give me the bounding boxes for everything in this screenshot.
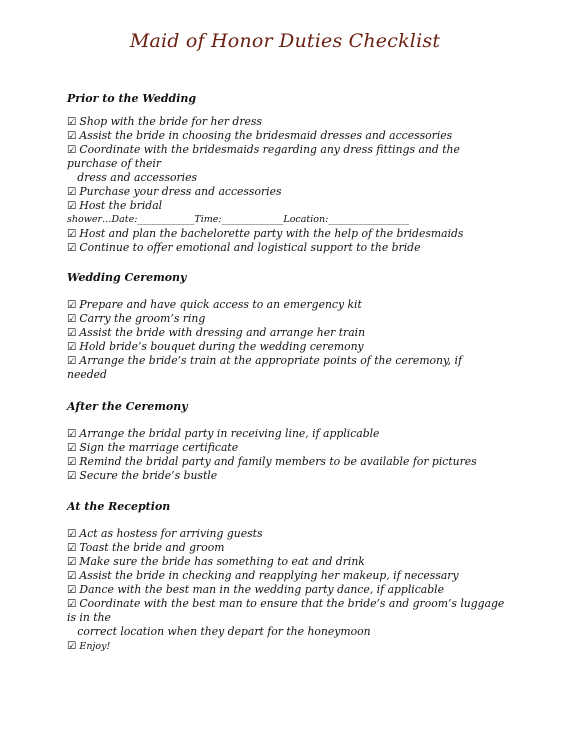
checkbox-checked-icon[interactable]: ☑ <box>67 228 77 240</box>
checkbox-checked-icon[interactable]: ☑ <box>67 313 77 325</box>
checklist-item-text: Coordinate with the bridesmaids regarding any dress fittings and the <box>79 143 460 156</box>
checklist-item-text: Host the bridal <box>79 199 163 212</box>
checklist-item-text: Act as hostess for arriving guests <box>79 527 263 540</box>
checklist-item-text: Remind the bridal party and family members to be available for pictures <box>79 455 477 468</box>
section-heading: Prior to the Wedding <box>67 92 197 105</box>
checklist-item-text: shower…Date:____________Time:_____________Location:_________________ <box>67 214 410 225</box>
checklist-item <box>67 241 507 255</box>
checklist-item <box>67 312 507 326</box>
checklist-item <box>67 227 507 241</box>
checkbox-checked-icon[interactable]: ☑ <box>67 470 77 482</box>
page-title: Maid of Honor Duties Checklist <box>129 30 441 52</box>
checklist-item <box>67 441 507 455</box>
checklist-item-text: Dance with the best man in the wedding party dance, if applicable <box>79 583 444 596</box>
checklist-item <box>67 171 507 185</box>
checklist-item <box>67 427 507 441</box>
checklist-item-text: Assist the bride in choosing the bridesmaid dresses and accessories <box>79 129 453 142</box>
checklist-item <box>67 143 507 157</box>
checklist-item-text: Host and plan the bachelorette party with the help of the bridesmaids <box>79 227 464 240</box>
checklist-item-text: Hold bride’s bouquet during the wedding ceremony <box>79 340 364 353</box>
checklist-item-text: correct location when they depart for the honeymoon <box>67 625 371 638</box>
checklist-item <box>67 569 507 583</box>
checklist-item-text: Toast the bride and groom <box>79 541 225 554</box>
checklist-item-text: Assist the bride in checking and reapplying her makeup, if necessary <box>79 569 459 582</box>
checklist-item-text: is in the <box>67 611 111 624</box>
checklist-item <box>67 340 507 354</box>
checklist-item <box>67 541 507 555</box>
checkbox-checked-icon[interactable]: ☑ <box>67 355 77 367</box>
checkbox-checked-icon[interactable]: ☑ <box>67 640 77 652</box>
checklist-item <box>67 639 507 654</box>
checklist-item-text: Assist the bride with dressing and arrange her train <box>79 326 366 339</box>
checkbox-checked-icon[interactable]: ☑ <box>67 144 77 156</box>
checklist-item-text: Make sure the bride has something to eat and drink <box>79 555 365 568</box>
checklist-item-text: Secure the bride’s bustle <box>79 469 218 482</box>
checklist-item-text: Sign the marriage certificate <box>79 441 239 454</box>
checklist-item-text: Carry the groom’s ring <box>79 312 206 325</box>
checkbox-checked-icon[interactable]: ☑ <box>67 242 77 254</box>
checkbox-checked-icon[interactable]: ☑ <box>67 130 77 142</box>
checkbox-checked-icon[interactable]: ☑ <box>67 327 77 339</box>
checkbox-checked-icon[interactable]: ☑ <box>67 598 77 610</box>
checklist-item-text: Continue to offer emotional and logistical support to the bride <box>79 241 421 254</box>
section-heading: At the Reception <box>67 500 171 513</box>
checklist-item <box>67 129 507 143</box>
checklist-item-text: purchase of their <box>67 157 162 170</box>
checklist-item-text: Prepare and have quick access to an emergency kit <box>79 298 362 311</box>
checklist-item <box>67 611 507 625</box>
checkbox-checked-icon[interactable]: ☑ <box>67 428 77 440</box>
checkbox-checked-icon[interactable]: ☑ <box>67 299 77 311</box>
checklist-item <box>67 469 507 483</box>
checkbox-checked-icon[interactable]: ☑ <box>67 200 77 212</box>
checkbox-checked-icon[interactable]: ☑ <box>67 584 77 596</box>
checklist-item-text: Arrange the bride’s train at the appropriate points of the ceremony, if <box>79 354 462 367</box>
checklist-item-text: Arrange the bridal party in receiving line, if applicable <box>79 427 380 440</box>
checklist-item <box>67 583 507 597</box>
checkbox-checked-icon[interactable]: ☑ <box>67 556 77 568</box>
checkbox-checked-icon[interactable]: ☑ <box>67 570 77 582</box>
checklist-item-text: dress and accessories <box>67 171 198 184</box>
checkbox-checked-icon[interactable]: ☑ <box>67 528 77 540</box>
checkbox-checked-icon[interactable]: ☑ <box>67 442 77 454</box>
checkbox-checked-icon[interactable]: ☑ <box>67 341 77 353</box>
checklist-item <box>67 455 507 469</box>
checklist-item <box>67 555 507 569</box>
checklist-item <box>67 115 507 129</box>
checkbox-checked-icon[interactable]: ☑ <box>67 542 77 554</box>
section-heading: Wedding Ceremony <box>67 271 187 284</box>
checkbox-checked-icon[interactable]: ☑ <box>67 456 77 468</box>
checklist-item-text: needed <box>67 368 107 381</box>
checklist-item <box>67 298 507 312</box>
checklist-item <box>67 185 507 199</box>
checklist-item <box>67 326 507 340</box>
checkbox-checked-icon[interactable]: ☑ <box>67 116 77 128</box>
checklist-item <box>67 527 507 541</box>
checklist-item <box>67 213 507 227</box>
checklist-item-text: Purchase your dress and accessories <box>79 185 282 198</box>
checklist-item-text: Enjoy! <box>79 641 111 652</box>
checklist-item <box>67 157 507 171</box>
checklist-item <box>67 199 507 213</box>
checklist-item-text: Shop with the bride for her dress <box>79 115 262 128</box>
checklist-item-text: Coordinate with the best man to ensure that the bride’s and groom’s luggage <box>79 597 505 610</box>
checklist-item <box>67 597 507 611</box>
section-heading: After the Ceremony <box>67 400 188 413</box>
checklist-item <box>67 625 507 639</box>
checklist-item <box>67 368 507 382</box>
checklist-item <box>67 354 507 368</box>
checkbox-checked-icon[interactable]: ☑ <box>67 186 77 198</box>
